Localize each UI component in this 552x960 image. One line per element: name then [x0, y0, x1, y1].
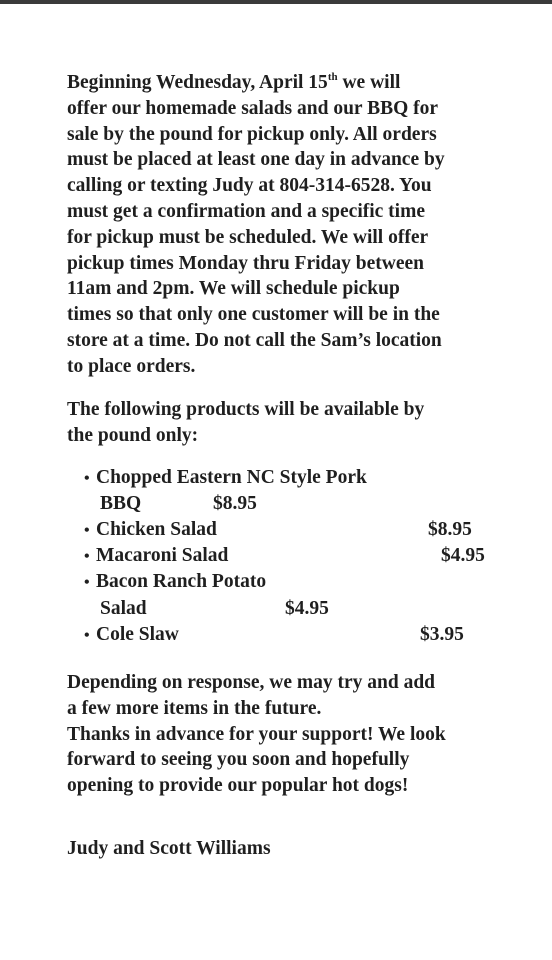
product-price: $8.95 [213, 493, 257, 514]
product-name: Bacon Ranch Potato [96, 571, 267, 592]
closing-line: a few more items in the future. [67, 697, 322, 719]
products-intro-line: the pound only: [67, 424, 199, 446]
closing-paragraph [67, 670, 507, 799]
intro-line: must get a confirmation and a specific time [67, 200, 425, 222]
intro-line: offer our homemade salads and our BBQ for [67, 97, 439, 119]
signature-text: Judy and Scott Williams [67, 838, 271, 859]
intro-line: store at a time. Do not call the Sam’s location [67, 329, 442, 351]
bullet-icon: • [84, 574, 90, 591]
intro-line: must be placed at least one day in advance by [67, 149, 445, 171]
products-intro-line: The following products will be available by [67, 399, 425, 420]
closing-line: Depending on response, we may try and add [67, 672, 436, 693]
product-price: $4.95 [441, 545, 485, 566]
intro-line: calling or texting Judy at 804-314-6528. You [67, 175, 432, 197]
signature [67, 836, 507, 862]
product-name: Chicken Salad [96, 519, 217, 540]
product-price: $8.95 [428, 519, 472, 540]
intro-line: Beginning Wednesday, April 15th we will [67, 70, 401, 93]
intro-line: times so that only one customer will be in the [67, 304, 440, 326]
product-name-continued: BBQ [100, 493, 142, 514]
intro-paragraph [67, 70, 507, 380]
product-price: $3.95 [420, 624, 464, 645]
products-intro [67, 397, 507, 449]
closing-line: Thanks in advance for your support! We look [67, 723, 446, 745]
intro-line: 11am and 2pm. We will schedule pickup [67, 278, 400, 300]
product-price: $4.95 [285, 598, 329, 619]
product-name-continued: Salad [100, 598, 147, 619]
intro-line: sale by the pound for pickup only. All orders [67, 123, 437, 145]
bullet-icon: • [84, 522, 90, 539]
product-name: Cole Slaw [96, 624, 179, 645]
bullet-icon: • [84, 627, 90, 644]
bullet-icon: • [84, 548, 90, 565]
top-divider [0, 0, 552, 4]
intro-line: pickup times Monday thru Friday between [67, 252, 424, 274]
closing-line: opening to provide our popular hot dogs! [67, 775, 409, 797]
intro-line: for pickup must be scheduled. We will offer [67, 226, 429, 248]
product-list [0, 465, 552, 655]
closing-line: forward to seeing you soon and hopefully [67, 749, 410, 771]
intro-line: to place orders. [67, 355, 196, 377]
product-name: Macaroni Salad [96, 545, 229, 566]
bullet-icon: • [84, 470, 90, 487]
product-name: Chopped Eastern NC Style Pork [96, 467, 367, 488]
